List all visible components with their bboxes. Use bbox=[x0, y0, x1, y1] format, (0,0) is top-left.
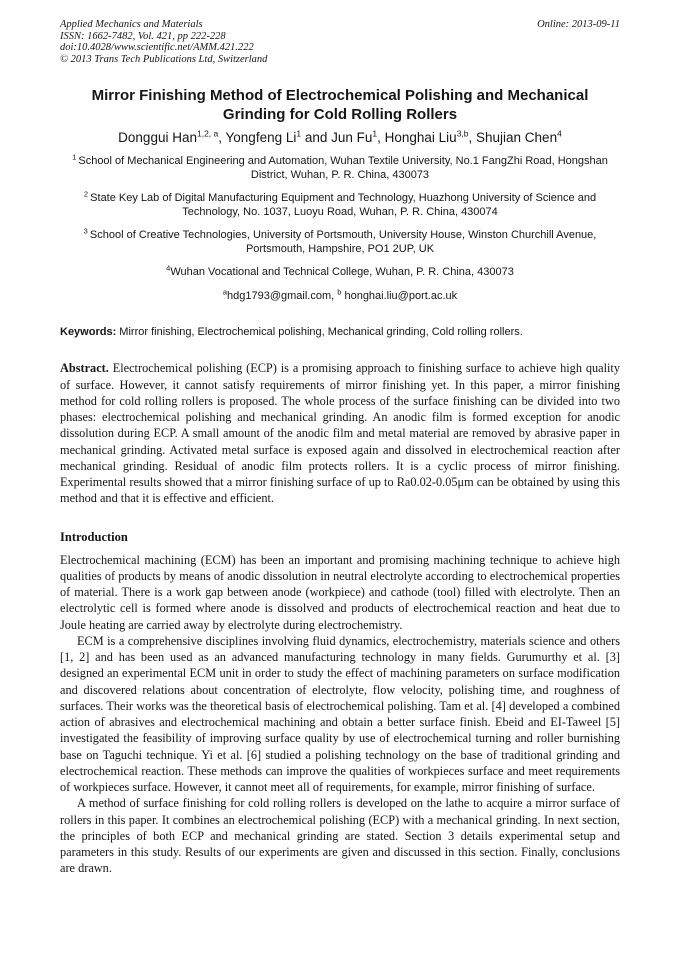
keywords-label: Keywords: bbox=[60, 326, 117, 339]
affiliation-4 bbox=[68, 265, 613, 279]
affiliation-3 bbox=[68, 228, 613, 256]
affiliation-2 bbox=[68, 191, 613, 219]
affiliation-4-text: Wuhan Vocational and Technical College, Wuhan, P. R. China, 430073 bbox=[170, 266, 514, 279]
journal-name: Applied Mechanics and Materials bbox=[60, 19, 203, 30]
affiliation-1-marker: 1 bbox=[72, 152, 79, 162]
affiliation-2-marker: 2 bbox=[83, 189, 91, 199]
paper-title bbox=[60, 87, 620, 124]
journal-header bbox=[60, 19, 620, 65]
keywords-line bbox=[60, 326, 620, 338]
affiliation-1-text: School of Mechanical Engineering and Automation, Wuhan Textile University, No.1 FangZhi Road, Hongshan District, Wuhan, P. R. China, 430073 bbox=[78, 155, 608, 182]
paper-title-line-1: Mirror Finishing Method of Electrochemical Polishing and Mechanical bbox=[91, 87, 589, 105]
affiliation-4-marker: 4 bbox=[166, 263, 171, 273]
keywords-text: Mirror finishing, Electrochemical polishing, Mechanical grinding, Cold rolling rollers. bbox=[116, 326, 523, 339]
introduction-paragraph-2: ECM is a comprehensive disciplines involving fluid dynamics, electrochemistry, materials science and others [1, 2] and has been used as an advanced manufacturing technology in many fields. Gurumurthy et al. [3] designed an experimental ECM unit in order to study the effect of machining parameters on surface modification and discovered relations about concentration of electrolyte, flow velocity, polishing time, and roughness of surfaces. Their works was the theoretical basis of electrochemical polishing. Tam et al. [4] developed a combined action of abrasives and electrochemical machining and obtain a better surface finish. Ebeid and EI-Taweel [5] investigated the feasibility of improving surface quality by use of electrochemical turning and roller burnishing base on Taguchi technique. Yi et al. [6] studied a polishing technology on the base of traditional grinding and electrochemical reaction. These methods can improve the qualities of workpieces surface and meet requirements of workpieces surface. However, it cannot meet all of requirements, for example, mirror finishing of surface. bbox=[60, 633, 620, 795]
emails-line: $^a$hdg1793@gmail.com, $^b$ honghai.liu@port.ac.uk bbox=[222, 287, 458, 303]
affiliation-1 bbox=[68, 154, 613, 182]
authors-line: Donggui Han$^{1,2, a}$, Yongfeng Li$^1$ and Jun Fu$^1$, Honghai Liu$^{3,b}$, Shujian Chen$^4$ bbox=[118, 128, 562, 146]
abstract-label: Abstract. bbox=[60, 361, 109, 376]
journal-doi-line: doi:10.4028/www.scientific.net/AMM.421.222 bbox=[60, 42, 254, 54]
section-heading-introduction: Introduction bbox=[60, 529, 128, 544]
paper-title-line-2: Grinding for Cold Rolling Rollers bbox=[222, 105, 458, 123]
abstract-text: Electrochemical polishing (ECP) is a promising approach to finishing surface to achieve high quality of surface. However, it cannot satisfy requirements of mirror finishing yet. In this paper, a mirror finishing method for cold rolling rollers is proposed. The whole process of the surface finishing can be divided into two phases: electrochemical polishing and mechanical grinding. An anodic film is formed exception for anodic dissolution during ECP. A small amount of the anodic film and metal material are removed by abrasive paper in mechanical grinding. Activated metal surface is exposed again and dissolved in electrochemical reaction after mechanical grinding. Residual of anodic film protects rollers. It is a cyclic process of mirror finishing. Experimental results showed that a mirror finishing surface of up to Ra0.02-0.05μm can be obtained by using this method and that it is effective and efficient. bbox=[60, 361, 620, 506]
affiliation-3-marker: 3 bbox=[83, 226, 90, 236]
journal-header-left bbox=[60, 19, 267, 65]
affiliation-2-text: State Key Lab of Digital Manufacturing Equipment and Technology, Huazhong University of Science and Technology, No. 1037, Luoyu Road, Wuhan, P. R. China, 430074 bbox=[90, 192, 597, 219]
introduction-paragraph-1: Electrochemical machining (ECM) has been an important and promising machining technique to achieve high qualities of products by means of anodic dissolution in neutral electrolyte according to electrochemical properties of material. There is a work gap between anode (workpiece) and cathode (tool) filled with electrolyte. Then an electrolytic cell is formed where anode is dissolved and products of electrochemical reaction and heat due to Joule heating are carried away by electrolyte during electrochemistry. bbox=[60, 552, 620, 632]
journal-issn-line: ISSN: 1662-7482, Vol. 421, pp 222-228 bbox=[60, 30, 226, 42]
online-date: Online: 2013-09-11 bbox=[537, 19, 620, 30]
journal-copyright-line: © 2013 Trans Tech Publications Ltd, Switzerland bbox=[60, 53, 268, 65]
affiliation-3-text: School of Creative Technologies, University of Portsmouth, University House, Winston Churchill Avenue, Portsmouth, Hampshire, PO1 2UP, UK bbox=[89, 229, 597, 256]
abstract-paragraph bbox=[60, 360, 620, 506]
introduction-paragraph-3: A method of surface finishing for cold rolling rollers is developed on the lathe to acquire a mirror surface of rollers in this paper. It combines an electrochemical polishing (ECP) with a mechanical grinding. In next section, the principles of both ECP and mechanical grinding are stated. Section 3 details experimental setup and parameters in this study. Results of our experiments are given and discussed in this section. Finally, conclusions are drawn. bbox=[60, 796, 620, 876]
